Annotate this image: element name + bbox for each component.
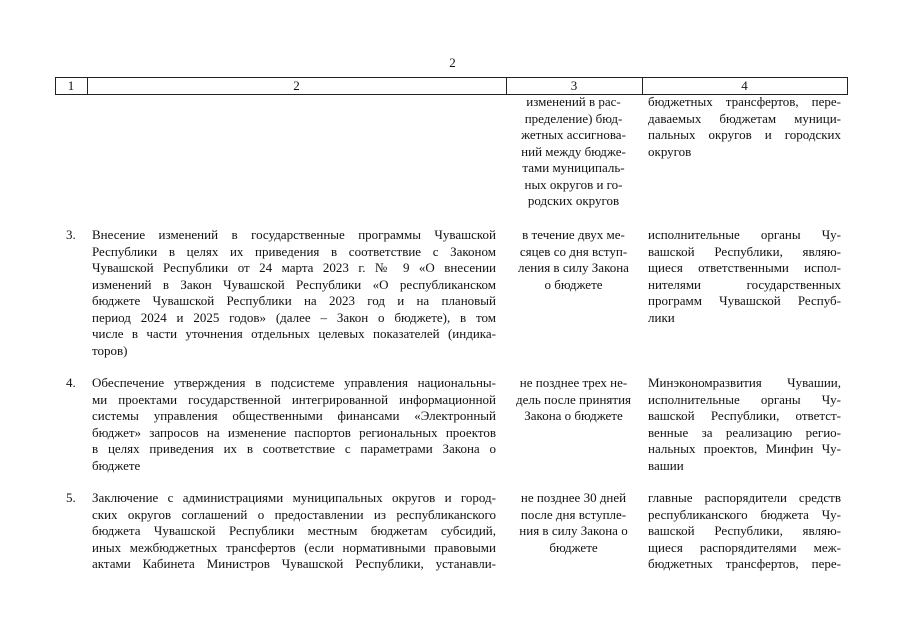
row-responsible <box>648 227 841 326</box>
text-line: торов) <box>92 342 128 358</box>
header-col-1: 1 <box>67 78 75 93</box>
header-divider <box>847 77 848 94</box>
text-line: вашской Республики, являю- <box>648 243 841 259</box>
text-line: изменений в Закон Чувашской Республики «О республиканском <box>92 276 496 292</box>
text-line: системы управления общественными финансами «Электронный <box>92 408 496 423</box>
text-line: ми проектами государственной интегрированной информационной <box>92 391 496 407</box>
text-line: пределение) бюд- <box>524 110 623 126</box>
text-line: щиеся ответственными испол- <box>648 260 841 275</box>
text-line: о бюджете <box>544 276 603 292</box>
text-line: республиканского бюджета Чу- <box>648 506 841 522</box>
text-line: Обеспечение утверждения в подсистеме управления национальны- <box>92 375 496 390</box>
row-deadline <box>511 490 636 556</box>
text-line: даваемых бюджетам муници- <box>648 110 841 126</box>
row-number: 3. <box>66 227 76 242</box>
text-line: ния в силу Закона о <box>519 523 628 538</box>
text-line: бюджет» запросов на изменение паспортов региональных проектов <box>92 424 496 440</box>
text-line: Республики в целях их приведения в соответствие с Законом <box>92 243 496 259</box>
text-line: ления в силу Закона <box>518 260 629 275</box>
text-line: вашии <box>648 457 684 473</box>
row-deadline <box>511 227 636 293</box>
text-line: исполнительные органы Чу- <box>648 391 841 407</box>
row-deadline <box>511 375 636 425</box>
header-col-3: 3 <box>570 78 578 93</box>
text-line: период 2024 и 2025 годов» (далее – Закон о бюджете), в том <box>92 309 496 325</box>
text-line: Закона о бюджете <box>524 408 623 423</box>
page-number: 2 <box>449 55 456 70</box>
text-line: в целях приведения их в соответствие с параметрами Закона о <box>92 441 496 456</box>
text-line: после дня вступле- <box>520 506 627 522</box>
text-line: бюджетных трансфертов, пере- <box>648 94 841 109</box>
text-line: не позднее 30 дней <box>520 490 627 505</box>
text-line: нальных проектов, Минфин Чу- <box>648 441 841 456</box>
text-line: изменений в рас- <box>526 94 621 109</box>
text-line: ных округов и го- <box>524 176 623 192</box>
text-line: лики <box>648 309 675 325</box>
row-number: 5. <box>66 490 76 505</box>
text-line: бюджете <box>92 457 141 473</box>
text-line: актами Кабинета Министров Чувашской Республики, устанавли- <box>92 556 496 571</box>
text-line: пальных округов и городских <box>648 127 841 142</box>
text-line: ских округов соглашений о предоставлении из республиканского <box>92 506 496 522</box>
text-line: бюджете Чувашской Республики на 2023 год и на плановый <box>92 293 496 308</box>
text-line: Внесение изменений в государственные программы Чувашской <box>92 227 496 242</box>
text-line: венные за реализацию регио- <box>648 424 841 440</box>
text-line: тами муниципаль- <box>522 160 625 175</box>
text-line: нителями государственных <box>648 276 841 292</box>
text-line: жетных ассигнова- <box>521 127 626 142</box>
text-line: не позднее трех не- <box>519 375 628 390</box>
row-responsible <box>648 375 841 474</box>
header-col-4: 4 <box>741 78 748 93</box>
text-line: Заключение с администрациями муниципальных округов и город- <box>92 490 496 505</box>
row-number: 4. <box>66 375 76 390</box>
row-description <box>92 227 496 359</box>
row-description <box>92 490 496 573</box>
text-line: вашской Республики, ответст- <box>648 408 841 423</box>
text-line: ний между бюдже- <box>521 143 626 159</box>
text-line: числе в части уточнения отдельных целевых показателей (индика- <box>92 326 496 341</box>
text-line: бюджетных трансфертов, пере- <box>648 556 841 571</box>
text-line: бюджете <box>549 539 598 555</box>
text-line: Минэкономразвития Чувашии, <box>648 375 841 390</box>
header-col-2: 2 <box>293 78 300 93</box>
text-line: исполнительные органы Чу- <box>648 227 841 242</box>
text-line: бюджета Чувашской Республики местным бюджетам субсидий, <box>92 523 496 538</box>
text-line: сяцев со дня вступ- <box>519 243 628 259</box>
continuation-col4 <box>648 94 841 160</box>
text-line: в течение двух ме- <box>522 227 625 242</box>
continuation-col3 <box>511 94 636 210</box>
text-line: вашской Республики, являю- <box>648 523 841 538</box>
text-line: дель после принятия <box>515 391 632 407</box>
text-line: родских округов <box>527 193 620 208</box>
text-line: программ Чувашской Респуб- <box>648 293 841 308</box>
text-line: иных межбюджетных трансфертов (если нормативными правовыми <box>92 539 496 555</box>
text-line: главные распорядители средств <box>648 490 841 505</box>
row-description <box>92 375 496 474</box>
text-line: щиеся распорядителями меж- <box>648 539 841 555</box>
text-line: округов <box>648 143 692 159</box>
text-line: Чувашской Республики от 24 марта 2023 г. № 9 «О внесении <box>92 260 496 275</box>
row-responsible <box>648 490 841 573</box>
